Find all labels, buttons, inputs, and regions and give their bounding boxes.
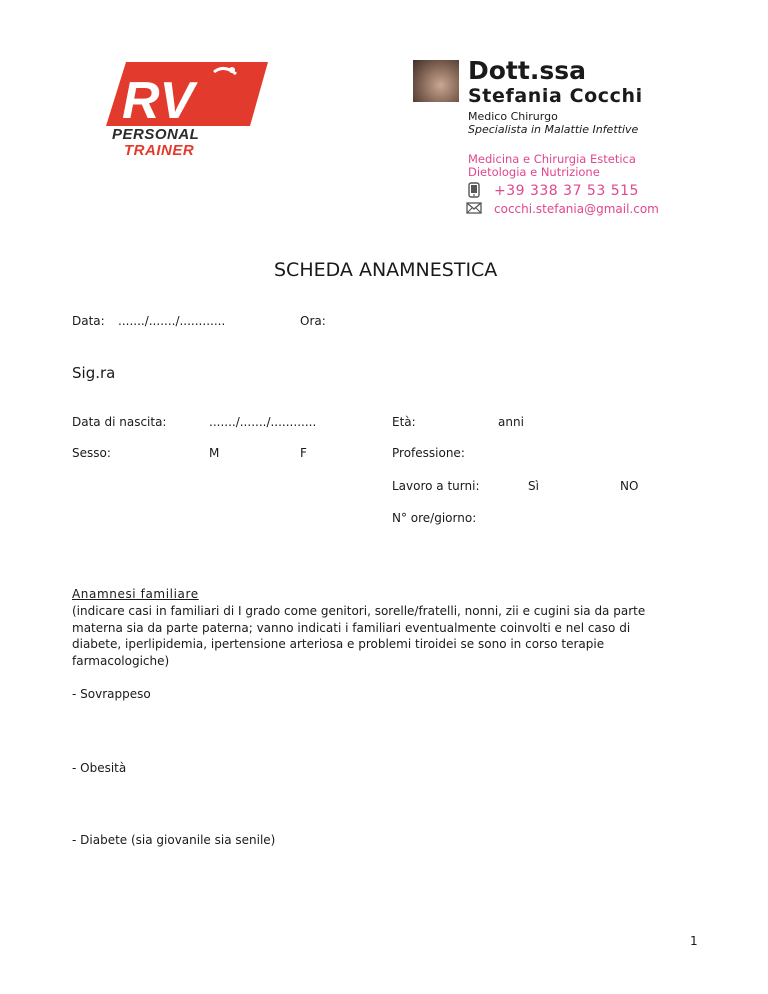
phone-icon <box>466 182 482 198</box>
form-title: SCHEDA ANAMNESTICA <box>274 259 498 281</box>
family-history-heading: Anamnesi familiare <box>72 587 199 601</box>
instructions-line: diabete, iperlipidemia, ipertensione arteriosa e problemi tiroidei se sono in corso terapie <box>72 637 605 651</box>
instructions-line: (indicare casi in familiari di I grado come genitori, sorelle/fratelli, nonni, zii e cugini sia da parte <box>72 604 646 618</box>
page-number: 1 <box>690 934 698 948</box>
instructions-line: materna sia da parte paterna; vanno indicati i familiari eventualmente coinvolti e nel caso di <box>72 620 631 635</box>
history-item-diabetes: - Diabete (sia giovanile sia senile) <box>72 833 276 847</box>
shift-work-no: NO <box>620 479 639 493</box>
profession-label: Professione: <box>392 446 465 460</box>
doctor-title: Dott.ssa <box>468 56 586 85</box>
data-value: ......./......./............ <box>118 314 226 328</box>
doctor-email: cocchi.stefania@gmail.com <box>494 202 659 216</box>
birthdate-value: ......./......./............ <box>209 415 317 429</box>
history-item-obesity: - Obesità <box>72 761 127 775</box>
doctor-name: Stefania Cocchi <box>468 85 643 107</box>
birthdate-label: Data di nascita: <box>72 415 167 429</box>
salutation: Sig.ra <box>72 364 116 382</box>
instructions-line: farmacologiche) <box>72 653 170 668</box>
family-history-instructions <box>72 603 702 669</box>
logo-trainer-text: TRAINER <box>124 142 195 159</box>
shift-work-label: Lavoro a turni: <box>392 479 480 493</box>
logo-mark: RV <box>122 72 195 130</box>
logo-personal-text: PERSONAL <box>112 126 200 143</box>
doctor-photo <box>413 60 459 102</box>
sex-option-f: F <box>300 446 307 460</box>
doctor-services-2: Dietologia e Nutrizione <box>468 165 600 179</box>
hours-per-day-label: N° ore/giorno: <box>392 511 477 525</box>
doctor-role: Medico Chirurgo <box>468 110 558 123</box>
doctor-specialty: Specialista in Malattie Infettive <box>468 123 639 136</box>
sex-label: Sesso: <box>72 446 111 460</box>
history-item-overweight: - Sovrappeso <box>72 687 151 701</box>
age-unit: anni <box>498 415 524 429</box>
doctor-phone: +39 338 37 53 515 <box>494 183 639 199</box>
registered-mark: ® <box>253 68 259 75</box>
sex-option-m: M <box>209 446 220 460</box>
shift-work-yes: Sì <box>528 479 539 493</box>
ora-label: Ora: <box>300 314 326 328</box>
doctor-services-1: Medicina e Chirurgia Estetica <box>468 152 636 166</box>
data-label: Data: <box>72 314 105 328</box>
age-label: Età: <box>392 415 416 429</box>
mail-icon <box>466 201 482 215</box>
